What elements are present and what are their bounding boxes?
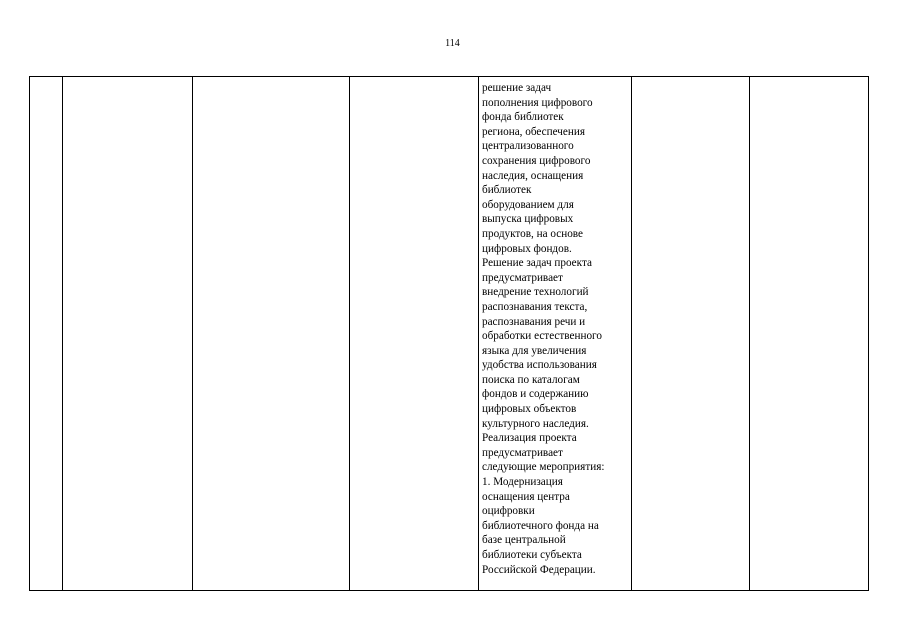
text-line: оборудованием для: [482, 198, 574, 211]
text-line: пополнения цифрового: [482, 96, 593, 109]
table-cell-4: [350, 77, 479, 591]
text-line: продуктов, на основе: [482, 227, 583, 240]
table-cell-number: [30, 77, 63, 591]
table-cell-2: [63, 77, 193, 591]
text-line: оцифровки: [482, 505, 535, 518]
text-line: Российской Федерации.: [482, 563, 596, 576]
text-line: предусматривает: [482, 446, 563, 459]
text-line: Реализация проекта: [482, 432, 577, 445]
text-line: централизованного: [482, 140, 574, 153]
text-line: региона, обеспечения: [482, 125, 586, 138]
text-line: фондов и содержанию: [482, 388, 589, 401]
text-line: библиотечного фонда на: [482, 519, 599, 532]
text-line: языка для увеличения: [482, 344, 587, 357]
text-line: библиотеки субъекта: [482, 549, 582, 561]
table-cell-6: [632, 77, 750, 591]
table-cell-3: [193, 77, 350, 591]
table-cell-7: [750, 77, 869, 591]
text-line: распознавания текста,: [482, 300, 588, 313]
table-row: [30, 77, 869, 591]
text-line: внедрение технологий: [482, 286, 589, 299]
text-line: цифровых фондов.: [482, 242, 572, 255]
text-line: наследия, оснащения: [482, 169, 584, 182]
text-line: поиска по каталогам: [482, 373, 580, 386]
text-line: предусматривает: [482, 271, 563, 284]
text-line: 1. Модернизация: [482, 476, 563, 489]
text-line: базе центральной: [482, 534, 566, 547]
text-line: удобства использования: [482, 359, 597, 372]
table-cell-description: [479, 77, 632, 591]
text-line: Решение задач проекта: [482, 257, 592, 270]
description-text: [479, 77, 631, 577]
text-line: культурного наследия.: [482, 417, 589, 430]
text-line: распознавания речи и: [482, 315, 586, 328]
text-line: следующие мероприятия:: [482, 461, 605, 474]
text-line: цифровых объектов: [482, 403, 577, 416]
text-line: оснащения центра: [482, 490, 570, 503]
page-number: 114: [445, 38, 460, 49]
document-table: [29, 76, 869, 591]
text-line: решение задач: [482, 82, 552, 94]
text-line: обработки естественного: [482, 330, 602, 343]
text-line: сохранения цифрового: [482, 154, 591, 167]
text-line: фонда библиотек: [482, 111, 564, 124]
text-line: выпуска цифровых: [482, 213, 574, 226]
text-line: библиотек: [482, 184, 532, 197]
